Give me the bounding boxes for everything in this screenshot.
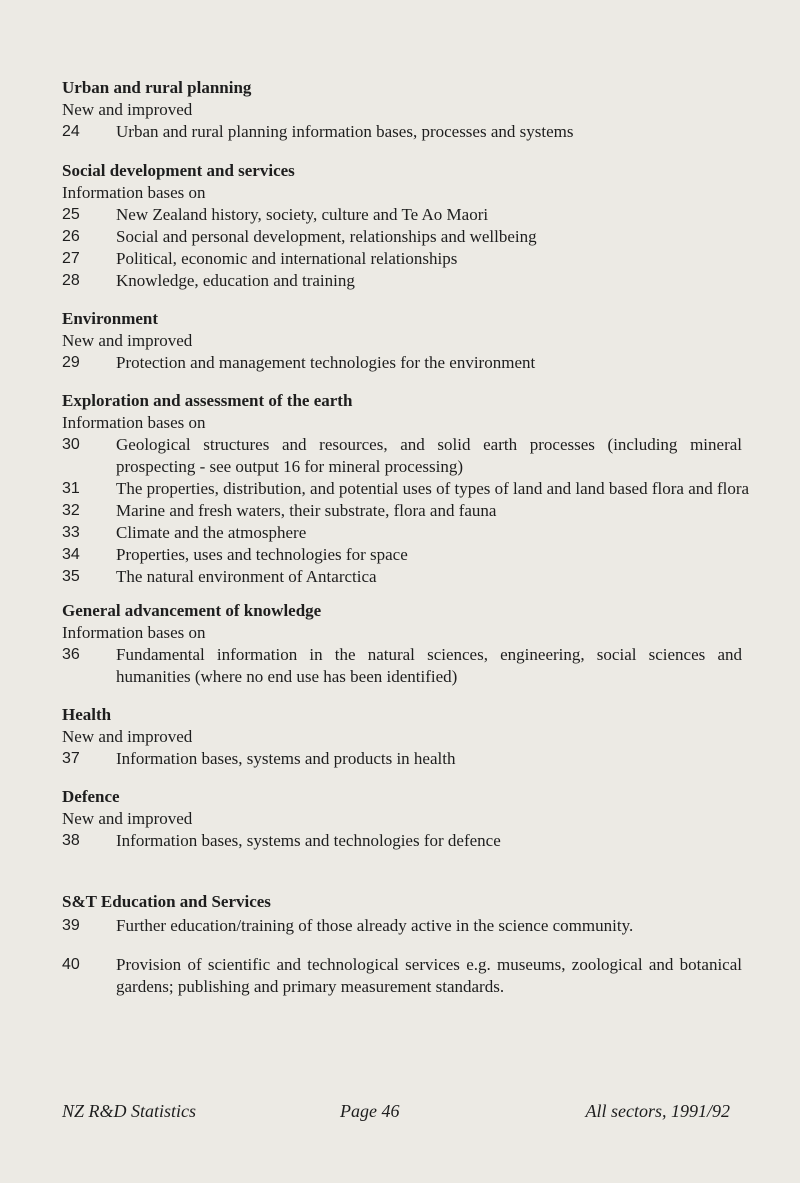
list-item	[62, 248, 742, 270]
item-text: Information bases, systems and technologies for defence	[116, 831, 501, 850]
section-heading: General advancement of knowledge	[62, 601, 322, 620]
item-text: Social and personal development, relationships and wellbeing	[116, 227, 537, 246]
list-item	[62, 352, 742, 374]
section-defence	[62, 786, 742, 852]
item-text: Urban and rural planning information bases, processes and systems	[116, 122, 574, 141]
section-environment	[62, 308, 742, 374]
section-heading: S&T Education and Services	[62, 892, 271, 911]
section-heading: Social development and services	[62, 161, 295, 180]
item-number: 36	[62, 646, 80, 663]
item-number: 28	[62, 272, 80, 289]
page-footer	[62, 1098, 730, 1124]
item-number: 24	[62, 123, 80, 140]
list-item	[62, 522, 742, 544]
section-health	[62, 704, 742, 770]
section-subheading: New and improved	[62, 727, 193, 746]
item-number: 26	[62, 228, 80, 245]
item-text: Political, economic and international relationships	[116, 249, 458, 268]
item-number: 27	[62, 250, 80, 267]
item-text: Provision of scientific and technological services e.g. museums, zoological and botanical gardens; publishing and primary measurement standards.	[116, 955, 742, 996]
list-item	[62, 434, 742, 478]
list-item	[62, 915, 742, 937]
list-item	[62, 500, 742, 522]
item-number: 37	[62, 750, 80, 767]
list-item	[62, 644, 742, 688]
section-subheading: Information bases on	[62, 413, 206, 432]
list-item	[62, 566, 742, 588]
section-subheading: New and improved	[62, 100, 193, 119]
item-text: Protection and management technologies for the environment	[116, 353, 536, 372]
footer-publication: NZ R&D Statistics	[62, 1101, 197, 1121]
item-number: 39	[62, 917, 80, 934]
section-subheading: Information bases on	[62, 183, 206, 202]
item-text: New Zealand history, society, culture and Te Ao Maori	[116, 205, 489, 224]
section-social-development	[62, 160, 742, 292]
item-number: 31	[62, 480, 80, 497]
item-text: The natural environment of Antarctica	[116, 567, 377, 586]
section-exploration-earth	[62, 390, 750, 588]
spacer	[62, 937, 742, 954]
footer-sector-year: All sectors, 1991/92	[585, 1101, 730, 1121]
item-text: Knowledge, education and training	[116, 271, 355, 290]
item-text: Fundamental information in the natural sciences, engineering, social sciences and humanities (where no end use has been identified)	[116, 645, 742, 686]
section-general-knowledge	[62, 600, 742, 688]
item-text: Marine and fresh waters, their substrate, flora and fauna	[116, 501, 497, 520]
list-item	[62, 954, 742, 998]
list-item	[62, 544, 742, 566]
section-st-education	[62, 891, 742, 998]
item-text: The properties, distribution, and potential uses of types of land and land based flora and flora	[116, 479, 750, 498]
section-heading: Health	[62, 705, 112, 724]
item-number: 40	[62, 956, 80, 973]
item-number: 38	[62, 832, 80, 849]
list-item	[62, 748, 742, 770]
item-text: Climate and the atmosphere	[116, 523, 307, 542]
section-subheading: New and improved	[62, 331, 193, 350]
section-subheading: New and improved	[62, 809, 193, 828]
item-number: 32	[62, 502, 80, 519]
section-heading: Defence	[62, 787, 120, 806]
list-item	[62, 121, 742, 143]
item-number: 25	[62, 206, 80, 223]
section-subheading: Information bases on	[62, 623, 206, 642]
item-number: 30	[62, 436, 80, 453]
footer-page-number: Page 46	[340, 1101, 400, 1121]
item-number: 34	[62, 546, 80, 563]
item-number: 33	[62, 524, 80, 541]
section-urban-rural-planning	[62, 77, 742, 143]
item-text: Geological structures and resources, and solid earth processes (including mineral prospecting - see output 16 for mineral processing)	[116, 435, 742, 476]
item-number: 29	[62, 354, 80, 371]
section-heading: Urban and rural planning	[62, 78, 252, 97]
list-item	[62, 270, 742, 292]
list-item	[62, 204, 742, 226]
list-item	[62, 226, 742, 248]
item-text: Further education/training of those already active in the science community.	[116, 916, 634, 935]
list-item	[62, 478, 750, 500]
list-item	[62, 830, 742, 852]
item-text: Properties, uses and technologies for space	[116, 545, 408, 564]
section-heading: Environment	[62, 309, 159, 328]
section-heading: Exploration and assessment of the earth	[62, 391, 353, 410]
item-number: 35	[62, 568, 80, 585]
item-text: Information bases, systems and products in health	[116, 749, 456, 768]
